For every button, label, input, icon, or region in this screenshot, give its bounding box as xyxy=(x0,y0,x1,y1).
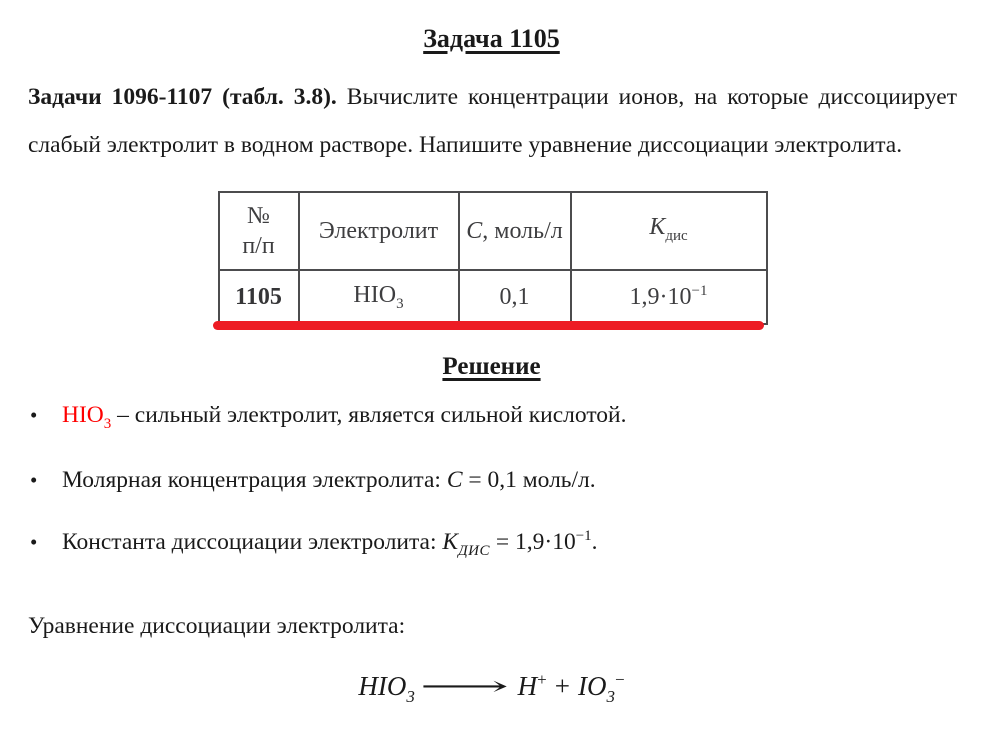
bullet-electrolyte-type xyxy=(30,399,957,440)
header-cell-electrolyte: Электролит xyxy=(299,192,459,270)
solution-heading-text: Решение xyxy=(442,353,541,380)
bullet-marker: • xyxy=(30,530,38,554)
header-cell-kdis xyxy=(571,192,767,270)
header-cell-concentration xyxy=(459,192,571,270)
formula-hio3-red: $HIO_3$ xyxy=(62,402,112,432)
solution-bullets xyxy=(30,399,957,567)
bullet-molar-concentration xyxy=(30,464,957,496)
cell-electrolyte xyxy=(299,270,459,324)
bullet-marker: • xyxy=(30,403,38,427)
problem-text: Вычислите концентрации ионов, на которые диссоциирует слабый электролит в водном растворе. Напишите уравнение диссоциации электролита. xyxy=(28,84,957,158)
header-cell-number xyxy=(219,192,299,270)
plus-sign: + xyxy=(554,671,570,701)
bullet-marker: • xyxy=(30,468,38,492)
var-k: K xyxy=(442,529,459,555)
dissociation-equation xyxy=(0,670,983,707)
problem-statement xyxy=(28,74,957,169)
concentration-symbol: C xyxy=(466,218,483,244)
page-title-text: Задача 1105 xyxy=(423,24,560,53)
var-k-sub: ДИС xyxy=(458,543,490,559)
reaction-arrow: ⟶ xyxy=(419,671,509,701)
kdis-dot: · xyxy=(659,284,668,310)
bullet-dissociation-constant-text: Константа диссоциации электролита: $K_{ДИС} = 1,9\cdot 10^{-1}$. xyxy=(62,528,598,559)
bullet-electrolyte-type-text: $HIO_3$ – сильный электролит, является сильной кислотой. xyxy=(62,402,627,432)
solution-heading xyxy=(0,353,983,381)
table-header-row xyxy=(219,192,767,270)
problem-data-table-wrap xyxy=(218,191,766,325)
cell-concentration: 0,1 xyxy=(459,270,571,324)
cell-kdis-value xyxy=(571,270,767,324)
table-row xyxy=(219,270,767,324)
cell-problem-number: 1105 xyxy=(219,270,299,324)
eq-lhs: $HIO_3$ xyxy=(358,671,415,706)
kdis-exponent: −1 xyxy=(691,283,708,299)
concentration-units: , моль/л xyxy=(482,218,563,244)
bullet-dissociation-constant xyxy=(30,520,957,567)
problem-lead: Задачи 1096-1107 (табл. 3.8). xyxy=(28,84,337,110)
header-number-line1: № xyxy=(247,203,270,229)
page-title xyxy=(0,24,983,54)
electrolyte-formula: HIO xyxy=(353,281,397,308)
eq-product-1: H+ xyxy=(517,670,547,701)
kdis-subscript: дис xyxy=(665,227,688,244)
header-number-line2: п/п xyxy=(242,233,275,259)
eq-product-2: $IO_3^-$ xyxy=(577,670,625,706)
equation-intro: Уравнение диссоциации электролита: xyxy=(28,613,406,639)
kdis-base: 10 xyxy=(667,284,692,310)
problem-data-table xyxy=(218,191,768,325)
k-exponent: −1 xyxy=(575,528,592,544)
bullet-molar-concentration-text: Молярная концентрация электролита: C = 0,1 моль/л. xyxy=(62,467,596,493)
electrolyte-formula-sub: 3 xyxy=(396,295,404,312)
var-c: C xyxy=(446,467,463,493)
red-underline-marker xyxy=(213,321,764,330)
kdis-mantissa: 1,9 xyxy=(629,284,660,310)
kdis-symbol: K xyxy=(649,213,666,240)
